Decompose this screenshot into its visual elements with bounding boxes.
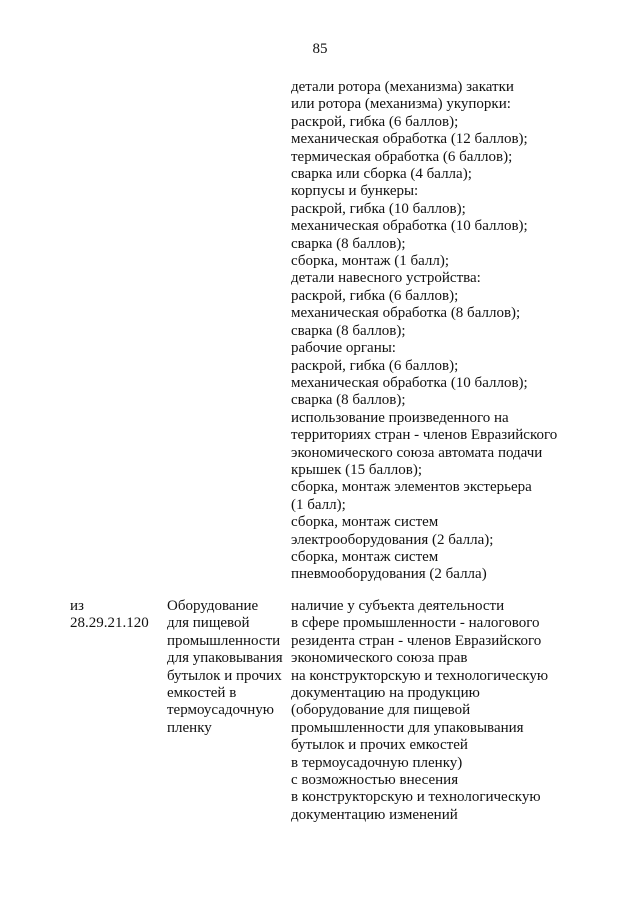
condition-line: раскрой, гибка (6 баллов); (291, 287, 459, 304)
condition-line: резидента стран - членов Евразийского (291, 632, 542, 649)
condition-line: документацию на продукцию (291, 685, 480, 702)
condition-line: раскрой, гибка (6 баллов); (291, 113, 459, 130)
table-row (0, 598, 640, 838)
condition-line: пневмооборудования (2 балла) (291, 566, 487, 583)
condition-line: в термоусадочную пленку) (291, 754, 463, 771)
condition-line: документацию изменений (291, 806, 458, 823)
code-line: из (70, 598, 84, 614)
production-conditions (291, 598, 548, 824)
name-line: бутылок и прочих (167, 667, 282, 684)
name-line: термоусадочную (167, 702, 274, 719)
condition-line: с возможностью внесения (291, 772, 459, 789)
condition-line: сборка, монтаж (1 балл); (291, 253, 450, 270)
condition-line: сборка, монтаж систем (291, 548, 439, 565)
condition-line: сборка, монтаж элементов экстерьера (291, 479, 532, 496)
code-line: 28.29.21.120 (70, 615, 149, 632)
name-line: пленку (167, 719, 212, 736)
condition-line: экономического союза автомата подачи (291, 444, 543, 461)
condition-line: рабочие органы: (291, 340, 396, 357)
condition-line: детали навесного устройства: (291, 270, 481, 287)
condition-line: или ротора (механизма) укупорки: (291, 96, 511, 113)
condition-line: сварка или сборка (4 балла); (291, 166, 472, 183)
condition-line: наличие у субъекта деятельности (291, 598, 505, 614)
name-line: емкостей в (167, 685, 237, 702)
condition-line: детали ротора (механизма) закатки (291, 79, 514, 95)
condition-line: термическая обработка (6 баллов); (291, 148, 513, 165)
okpd-code (70, 598, 149, 633)
condition-line: крышек (15 баллов); (291, 461, 422, 478)
condition-line: сварка (8 баллов); (291, 322, 406, 339)
condition-line: на конструкторскую и технологическую (291, 667, 549, 684)
condition-line: (1 балл); (291, 496, 346, 513)
condition-line: использование произведенного на (291, 409, 509, 426)
name-line: для пищевой (167, 615, 250, 632)
condition-line: промышленности для упаковывания (291, 719, 524, 736)
name-line: для упаковывания (167, 650, 283, 667)
condition-line: механическая обработка (10 баллов); (291, 218, 528, 235)
condition-line: корпусы и бункеры: (291, 183, 419, 200)
condition-line: сварка (8 баллов); (291, 392, 406, 409)
product-name (167, 598, 283, 737)
condition-line: механическая обработка (10 баллов); (291, 374, 528, 391)
condition-line: механическая обработка (8 баллов); (291, 305, 521, 322)
name-line: промышленности (167, 632, 281, 649)
condition-line: в конструкторскую и технологическую (291, 789, 541, 806)
condition-line: электрооборудования (2 балла); (291, 531, 494, 548)
page-number: 85 (312, 41, 328, 57)
condition-line: раскрой, гибка (10 баллов); (291, 200, 466, 217)
condition-line: раскрой, гибка (6 баллов); (291, 357, 459, 374)
condition-line: сборка, монтаж систем (291, 514, 439, 531)
condition-line: бутылок и прочих емкостей (291, 737, 468, 754)
name-line: Оборудование (167, 598, 259, 614)
condition-line: территориях стран - членов Евразийского (291, 427, 558, 444)
condition-line: сварка (8 баллов); (291, 235, 406, 252)
condition-line: механическая обработка (12 баллов); (291, 131, 528, 148)
condition-line: (оборудование для пищевой (291, 702, 471, 719)
continuation-conditions (291, 79, 581, 584)
condition-line: экономического союза прав (291, 650, 468, 667)
condition-line: в сфере промышленности - налогового (291, 615, 540, 632)
